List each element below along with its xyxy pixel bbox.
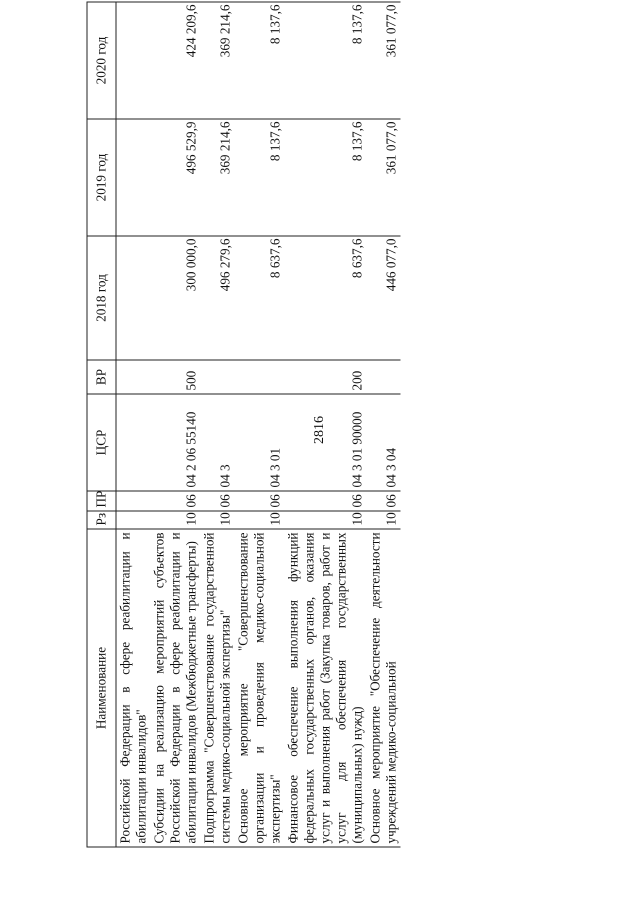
cell-csr: 04 3	[201, 394, 235, 491]
cell-y2018: 496 279,6	[201, 236, 235, 360]
cell-pr: 06	[367, 491, 401, 511]
cell-csr: 04 3 01 90000	[285, 394, 367, 491]
cell-y2020	[116, 2, 151, 119]
cell-name: Подпрограмма "Совершенствование государственной системы медико-социальной экспертизы"	[201, 529, 235, 847]
cell-csr: 04 3 01	[235, 394, 285, 491]
cell-y2020: 8 137,6	[285, 2, 367, 119]
table-row	[201, 2, 235, 847]
cell-y2018: 8 637,6	[235, 236, 285, 360]
cell-name: Финансовое обеспечение выполнения функций федеральных государственных органов, оказания услуг и выполнения работ (Закупка товаров, работ и услуг для обеспечения государственных (муниципальных) нужд)	[285, 529, 367, 847]
cell-y2019	[116, 119, 151, 236]
header-vr: ВР	[87, 360, 116, 394]
cell-y2020: 424 209,6	[151, 2, 201, 119]
cell-rz: 10	[151, 511, 201, 529]
table-row	[151, 2, 201, 847]
cell-vr: 500	[151, 360, 201, 394]
cell-rz	[116, 511, 151, 529]
cell-y2020: 361 077,0	[367, 2, 401, 119]
cell-rz: 10	[367, 511, 401, 529]
table-row	[116, 2, 151, 847]
cell-y2019: 496 529,9	[151, 119, 201, 236]
cell-pr	[116, 491, 151, 511]
header-2019: 2019 год	[87, 119, 116, 236]
header-pr: ПР	[87, 491, 116, 511]
table-row	[285, 2, 367, 847]
cell-csr: 04 2 06 55140	[151, 394, 201, 491]
cell-vr	[235, 360, 285, 394]
cell-pr: 06	[201, 491, 235, 511]
cell-vr	[367, 360, 401, 394]
cell-name: Российской Федерации в сфере реабилитации и абилитации инвалидов"	[116, 529, 151, 847]
page-number: 2816	[312, 416, 327, 444]
cell-rz: 10	[201, 511, 235, 529]
cell-name: Основное мероприятие "Обеспечение деятельности учреждений медико-социальной	[367, 529, 401, 847]
cell-vr	[116, 360, 151, 394]
cell-vr	[201, 360, 235, 394]
cell-name: Основное мероприятие "Совершенствование организации и проведения медико-социальной экспертизы"	[235, 529, 285, 847]
cell-y2019: 8 137,6	[285, 119, 367, 236]
cell-pr: 06	[235, 491, 285, 511]
cell-y2018: 300 000,0	[151, 236, 201, 360]
cell-y2018: 8 637,6	[285, 236, 367, 360]
header-2020: 2020 год	[87, 2, 116, 119]
budget-table-rotated	[87, 3, 605, 848]
cell-rz: 10	[285, 511, 367, 529]
table-row	[367, 2, 401, 847]
cell-csr	[116, 394, 151, 491]
cell-y2018: 446 077,0	[367, 236, 401, 360]
header-name: Наименование	[87, 529, 116, 847]
cell-pr: 06	[285, 491, 367, 511]
header-csr: ЦСР	[87, 394, 116, 491]
cell-name: Субсидии на реализацию мероприятий субъектов Российской Федерации в сфере реабилитации и абилитации инвалидов (Межбюджетные трансферты)	[151, 529, 201, 847]
cell-y2020: 8 137,6	[235, 2, 285, 119]
table-row	[235, 2, 285, 847]
cell-csr: 04 3 04	[367, 394, 401, 491]
table-header-row	[87, 2, 116, 847]
header-2018: 2018 год	[87, 236, 116, 360]
cell-y2020: 369 214,6	[201, 2, 235, 119]
cell-y2018	[116, 236, 151, 360]
header-rz: Рз	[87, 511, 116, 529]
cell-y2019: 361 077,0	[367, 119, 401, 236]
cell-vr: 200	[285, 360, 367, 394]
cell-rz: 10	[235, 511, 285, 529]
cell-y2019: 8 137,6	[235, 119, 285, 236]
budget-table	[87, 2, 401, 848]
cell-y2019: 369 214,6	[201, 119, 235, 236]
cell-pr: 06	[151, 491, 201, 511]
